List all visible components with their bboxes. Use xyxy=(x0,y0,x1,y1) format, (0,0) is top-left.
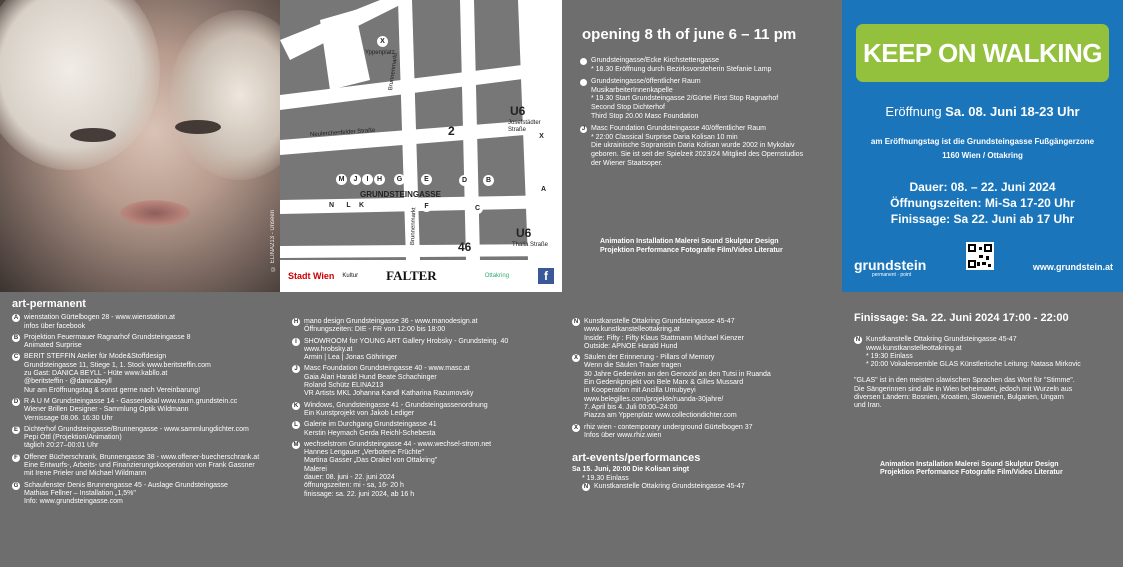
opening-hours: Öffnungszeiten: Mi-Sa 17-20 Uhr xyxy=(890,196,1075,210)
list-item: E Dichterhof Grundsteingasse/Brunnengasse - www.sammlungdichter.com Pepi Öttl (Projektion/Animation) täglich 20:27–00:01 Uhr xyxy=(13,425,249,450)
list-item: B Projektion Feuermauer Ragnarhof Grundsteingasse 8 Animated Surprise xyxy=(13,333,191,350)
event-date: Sa 15. Juni, 20:00 Die Kolisan singt xyxy=(572,466,690,474)
qr-code[interactable] xyxy=(966,242,994,270)
list-item: F Offener Bücherschrank, Brunnengasse 38 - www.offener-buecherschrank.at Eine Entwurfs-, Arbeits- und Finanzierungskooperation von Frank Gassner mit Irene Prieler und Michael Wildmann xyxy=(12,454,282,479)
map-marker: M xyxy=(336,174,347,185)
street-map xyxy=(280,0,562,292)
event-venue: N Kunstkanstelle Ottakring Grundsteingasse 45-47 xyxy=(583,483,745,491)
section-title: art-permanent xyxy=(12,298,86,310)
map-marker: D xyxy=(459,175,470,186)
list-item: N Kunstkanstelle Ottakring Grundsteingasse 45-47 www.kunstkanstelleottakring.at Inside: Fifty : Fifty Klaus Stattmann Michael Kienzer Outside: APNOE Harald Hund xyxy=(573,318,744,350)
pedestrian-note-2: 1160 Wien / Ottakring xyxy=(942,151,1023,160)
map-marker: E xyxy=(421,174,432,185)
finissage-title: Finissage: Sa. 22. Juni 2024 17:00 - 22:00 xyxy=(854,312,1069,324)
falter-logo: FALTER xyxy=(386,268,437,283)
map-marker: H xyxy=(374,174,385,185)
cover-photo xyxy=(0,0,280,292)
map-label-thalia: Thalia Straße xyxy=(512,242,549,248)
map-marker: A xyxy=(538,184,549,195)
list-item: K Windows, Grundsteingasse 41 - Grundsteingassenordnung Ein Kunstprojekt von Jakob Lediger xyxy=(293,401,488,417)
map-route-u6: U6 xyxy=(510,104,526,118)
map-marker: F xyxy=(421,201,432,212)
list-item: D R A U M Grundsteingasse 14 - Gassenlokal www.raum.grundstein.cc Wiener Brillen Designer - Sammlung Optik Wildmann Vernissage 08.06. 16:30 Uhr xyxy=(13,397,238,422)
event-marker: J xyxy=(581,126,586,133)
map-route-u6-2: U6 xyxy=(516,226,532,240)
events-title: art-events/performances xyxy=(572,452,701,465)
website-link[interactable]: www.grundstein.at xyxy=(1032,262,1113,272)
map-label-neulerchenfelder: Neulerchenfelder Straße xyxy=(309,127,376,139)
opening-title: opening 8 th of june 6 – 11 pm xyxy=(582,26,797,43)
list-item: J Masc Foundation Grundsteingasse 40 - www.masc.at Gaia Alari Harald Hund Beate Schachinger Roland Schütz ELINA213 VR Artists MKL Johanna Kandl Katharina Razumovsky xyxy=(292,365,562,398)
opening-event: Grundsteingasse/öffentlicher Raum MusikarbeiterInnenkapelle * 19.30 Start Grundsteingasse 2/Gürtel First Stop Ragnarhof Second Stop Dichterhof Third Stop 20.00 Masc Foundation xyxy=(580,78,832,121)
ottakring-logo: Ottakring xyxy=(484,273,510,279)
map-label-brunnenmarkt: Brunnenmarkt xyxy=(388,52,400,91)
main-title: KEEP ON WALKING xyxy=(856,24,1109,82)
categories-bottom: Animation Installation Malerei Sound Skulptur Design Projektion Performance Fotografie Film/Video Literatur xyxy=(880,460,1063,476)
pedestrian-note-1: am Eröffnungstag ist die Grundsteingasse Fußgängerzone xyxy=(870,137,1095,146)
list-item: M wechselstrom Grundsteingasse 44 - www.wechsel-strom.net Hannes Lengauer „Verbotene Früchte" Martina Gasser „Das Orakel von Ottakring" Malerei dauer: 08. juni - 22. juni 2024 öffnungszeiten: mi - sa, 16- 20 h finissage: sa. 22. juni 2024, ab 16 h xyxy=(293,440,492,498)
map-marker: L xyxy=(343,200,354,211)
finissage-date: Finissage: Sa 22. Juni ab 17 Uhr xyxy=(890,212,1075,226)
map-label-grundsteingasse: GRUNDSTEINGASSE xyxy=(360,190,441,199)
grundstein-logo: grundstein permanent · point xyxy=(854,257,927,278)
art-permanent-col1 xyxy=(12,300,282,510)
map-label-josefstaedter: Josefstädter Straße xyxy=(508,120,541,133)
header-panel xyxy=(842,0,1123,292)
facebook-icon[interactable]: f xyxy=(538,268,554,284)
kultur-label: Kultur xyxy=(342,273,359,279)
map-marker: I xyxy=(362,174,373,185)
map-label-brunnenmarkt-2: Brunnenmarkt xyxy=(410,207,418,246)
map-label-yppenplatz: Yppenplatz xyxy=(365,50,395,56)
map-marker: G xyxy=(394,174,405,185)
map-route-46: 46 xyxy=(458,240,472,254)
map-route-2: 2 xyxy=(448,124,455,138)
opening-event: J Masc Foundation Grundsteingasse 40/öffentlicher Raum * 22:00 Classical Surprise Daria Kolisan 10 min Die ukrainische Sopranistin Daria Kolisan wurde 2002 in Mykolaiv geboren. Sie ist seit der Spielzeit 2023/24 Mitglied des Opernstudios der Wiener Staatsoper. xyxy=(581,125,804,167)
finissage-paragraph: "GLAS" ist in den meisten slawischen Sprachen das Wort für "Stimme". Die Sängerinnen sind alle in Wien beheimatet, jedoch mit Wurzeln aus diversen Ländern: Bosnien, Kroatien, Slowenien, Bulgarien, Ungarn und Iran. xyxy=(854,377,1075,410)
stadt-wien-logo: Stadt Wien xyxy=(288,271,335,281)
list-item: G Schaufenster Denis Brunnengasse 45 - Auslage Grundsteingasse Mathias Fellner – Installation „1,5%" Info: www.grundsteingasse.com xyxy=(13,481,228,506)
photo-credit: © ELINA213 - Unseen xyxy=(270,210,276,272)
map-marker: X xyxy=(536,131,547,142)
list-item: H mano design Grundsteingasse 36 - www.manodesign.at Öffnungszeiten: DIE - FR von 12:00 bis 18:00 xyxy=(293,318,478,334)
sponsor-logos xyxy=(280,260,562,292)
list-item: C BERIT STEFFIN Atelier für Mode&Stoffdesign Grundsteingasse 11, Stiege 1, 1. Stock www.beritsteffin.com zu Gast: DANICA BEYLL - Hüte www.kabllo.at @beritsteffin - @danicabeyll Nur am Eröffnungstag & sonst gerne nach Vereinbarung! xyxy=(13,353,211,394)
map-marker: N xyxy=(326,200,337,211)
finissage-item: N Kunstkanstelle Ottakring Grundsteingasse 45-47 www.kunstkanstelleottakring.at * 19:30 Einlass * 20:00 Vokalensemble GLAS Künstlerische Leitung: Natasa Mirkovic xyxy=(855,336,1081,369)
categories: Animation Installation Malerei Sound Skulptur Design Projektion Performance Fotografie Film/Video Literatur xyxy=(600,238,783,254)
map-marker: J xyxy=(350,174,361,185)
map-marker: K xyxy=(356,200,367,211)
opening-panel xyxy=(562,0,842,292)
list-item: L Galerie im Durchgang Grundsteingasse 41 Kerstin Heymach Gerda Reichl-Schebesta xyxy=(292,421,562,438)
map-marker: B xyxy=(483,175,494,186)
duration: Dauer: 08. – 22. Juni 2024 xyxy=(909,180,1056,194)
event-bullet xyxy=(580,58,587,65)
event-time: * 19.30 Einlass xyxy=(582,474,629,482)
finissage-col xyxy=(854,314,1116,477)
list-item: X Säulen der Erinnerung - Pillars of Memory Wenn die Säulen Trauer tragen 30 Jahre Gedenken an den Genozid an den Tutsi in Ruanda Ein Gedenkprojekt von Bele Marx & Gilles Mussard in Kooperation mit Ancilla Umubyeyi www.belegilles.com/projekte/ruanda-30jahre/ 7. April bis 4. Juli 00:00–24:00 Piazza am Yppenplatz www.collectiondichter.com xyxy=(573,354,771,420)
map-marker: C xyxy=(472,203,483,214)
opening-date: Eröffnung Sa. 08. Juni 18-23 Uhr xyxy=(885,104,1080,119)
art-permanent-col3 xyxy=(572,318,842,494)
list-item: I SHOWROOM for YOUNG ART Gallery Hrobsky - Grundsteing. 40 www.hrobsky.at Armin | Lea | Jonas Göhringer xyxy=(292,338,562,363)
map-marker: X xyxy=(377,36,388,47)
list-item: X rhiz wien - contemporary underground Gürtelbogen 37 Infos über www.rhiz.wien xyxy=(573,423,753,439)
list-item: A wienstation Gürtelbogen 28 - www.wienstation.at infos über facebook xyxy=(13,314,175,330)
event-bullet xyxy=(580,79,587,86)
opening-event: Grundsteingasse/Ecke Kirchstettengasse * 18.30 Eröffnung durch Bezirksvorsteherin Stefanie Lamp xyxy=(580,57,832,74)
art-permanent-col2 xyxy=(292,318,562,502)
